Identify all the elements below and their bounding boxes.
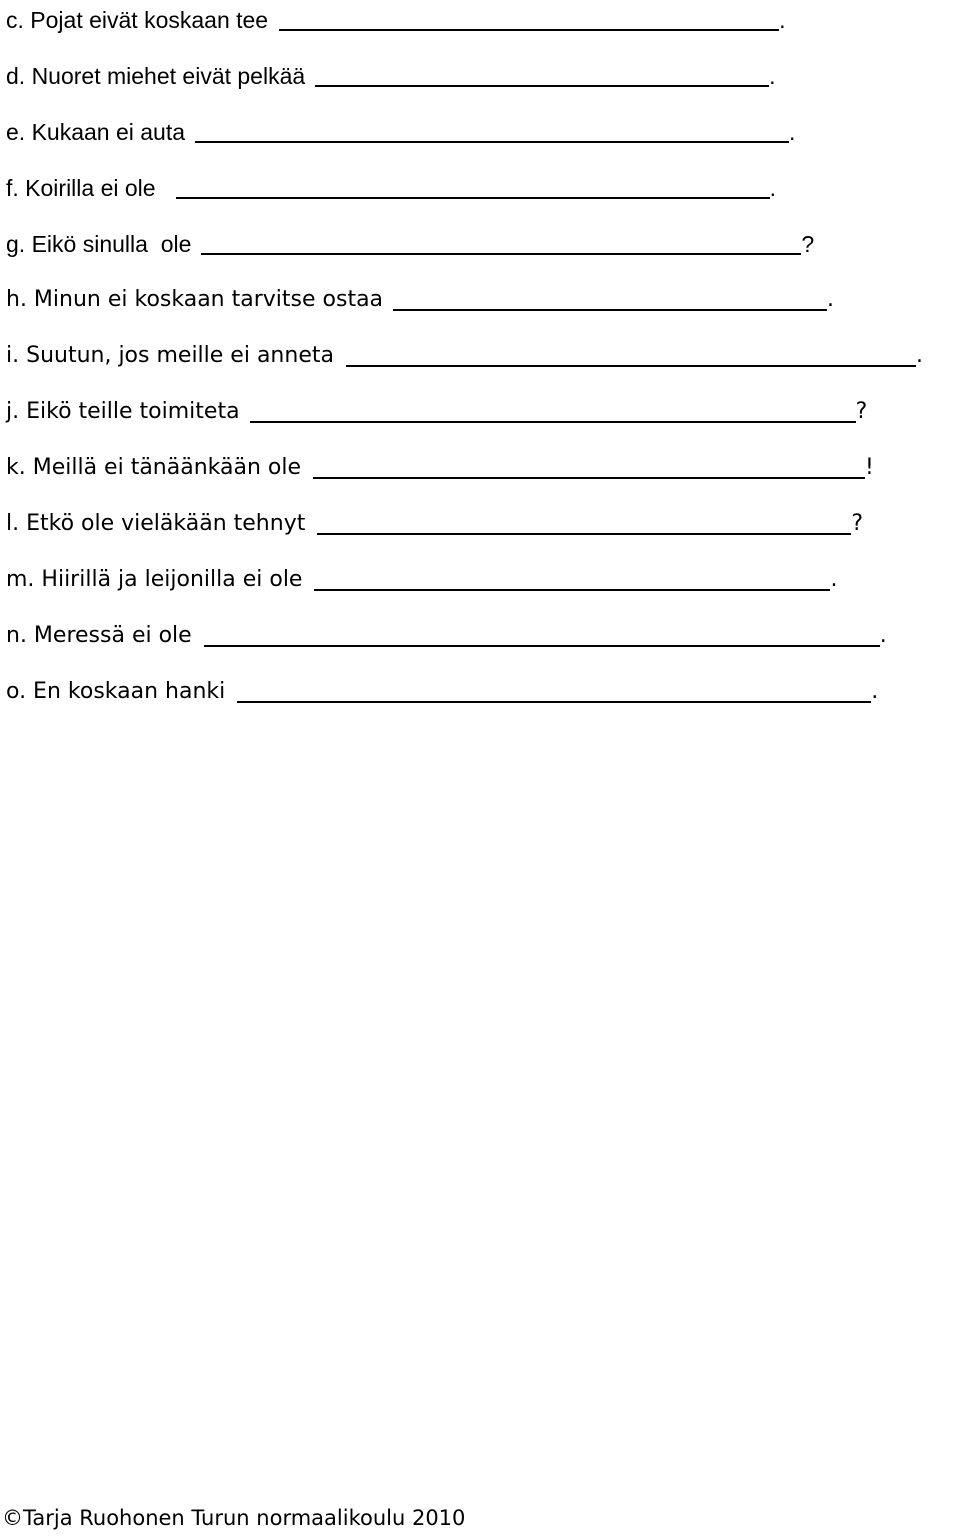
item-prompt: k. Meillä ei tänäänkään ole: [6, 455, 302, 480]
answer-blank: [315, 63, 769, 87]
answer-blank: [195, 119, 789, 143]
item-end-mark: .: [915, 343, 923, 368]
answer-blank: [204, 623, 880, 647]
item-prompt: n. Meressä ei ole: [6, 623, 192, 648]
item-prompt: g. Eikö sinulla ole: [6, 231, 192, 257]
exercise-item: [6, 0, 786, 34]
exercise-item: [6, 504, 863, 538]
answer-blank: [317, 511, 851, 535]
exercise-item: [6, 224, 814, 258]
exercise-item: [6, 560, 837, 594]
answer-blank: [176, 175, 770, 199]
item-prompt: c. Pojat eivät koskaan tee: [6, 7, 269, 33]
exercise-item: [6, 336, 923, 370]
answer-blank: [393, 287, 827, 311]
answer-blank: [346, 343, 916, 367]
item-end-mark: .: [879, 623, 887, 648]
copyright-footer: ©Tarja Ruohonen Turun normaalikoulu 2010: [2, 1506, 466, 1530]
item-end-mark: .: [827, 287, 835, 312]
exercise-item: [6, 280, 834, 314]
answer-blank: [279, 7, 779, 31]
item-prompt: l. Etkö ole vieläkään tehnyt: [6, 511, 306, 536]
answer-blank: [314, 567, 830, 591]
item-end-mark: .: [769, 63, 776, 89]
answer-blank: [201, 231, 801, 255]
exercise-item: [6, 448, 874, 482]
item-prompt: h. Minun ei koskaan tarvitse ostaa: [6, 287, 384, 312]
exercise-item: [6, 392, 867, 426]
item-prompt: f. Koirilla ei ole: [6, 175, 156, 201]
item-end-mark: !: [865, 455, 874, 480]
answer-blank: [250, 399, 856, 423]
item-end-mark: ?: [801, 231, 815, 257]
exercise-item: [6, 672, 878, 706]
item-end-mark: .: [871, 679, 879, 704]
exercise-item: [6, 112, 795, 146]
item-end-mark: ?: [851, 511, 864, 536]
item-prompt: o. En koskaan hanki: [6, 679, 226, 704]
exercise-item: [6, 56, 776, 90]
answer-blank: [237, 679, 871, 703]
exercise-item: [6, 168, 776, 202]
item-prompt: d. Nuoret miehet eivät pelkää: [6, 63, 306, 89]
item-end-mark: ?: [855, 399, 868, 424]
answer-blank: [313, 455, 865, 479]
item-prompt: e. Kukaan ei auta: [6, 119, 186, 145]
exercise-item: [6, 616, 887, 650]
item-end-mark: .: [830, 567, 838, 592]
item-end-mark: .: [769, 175, 776, 201]
item-prompt: j. Eikö teille toimiteta: [6, 399, 240, 424]
item-prompt: m. Hiirillä ja leijonilla ei ole: [6, 567, 303, 592]
item-prompt: i. Suutun, jos meille ei anneta: [6, 343, 334, 368]
item-end-mark: .: [779, 7, 786, 33]
item-end-mark: .: [789, 119, 796, 145]
